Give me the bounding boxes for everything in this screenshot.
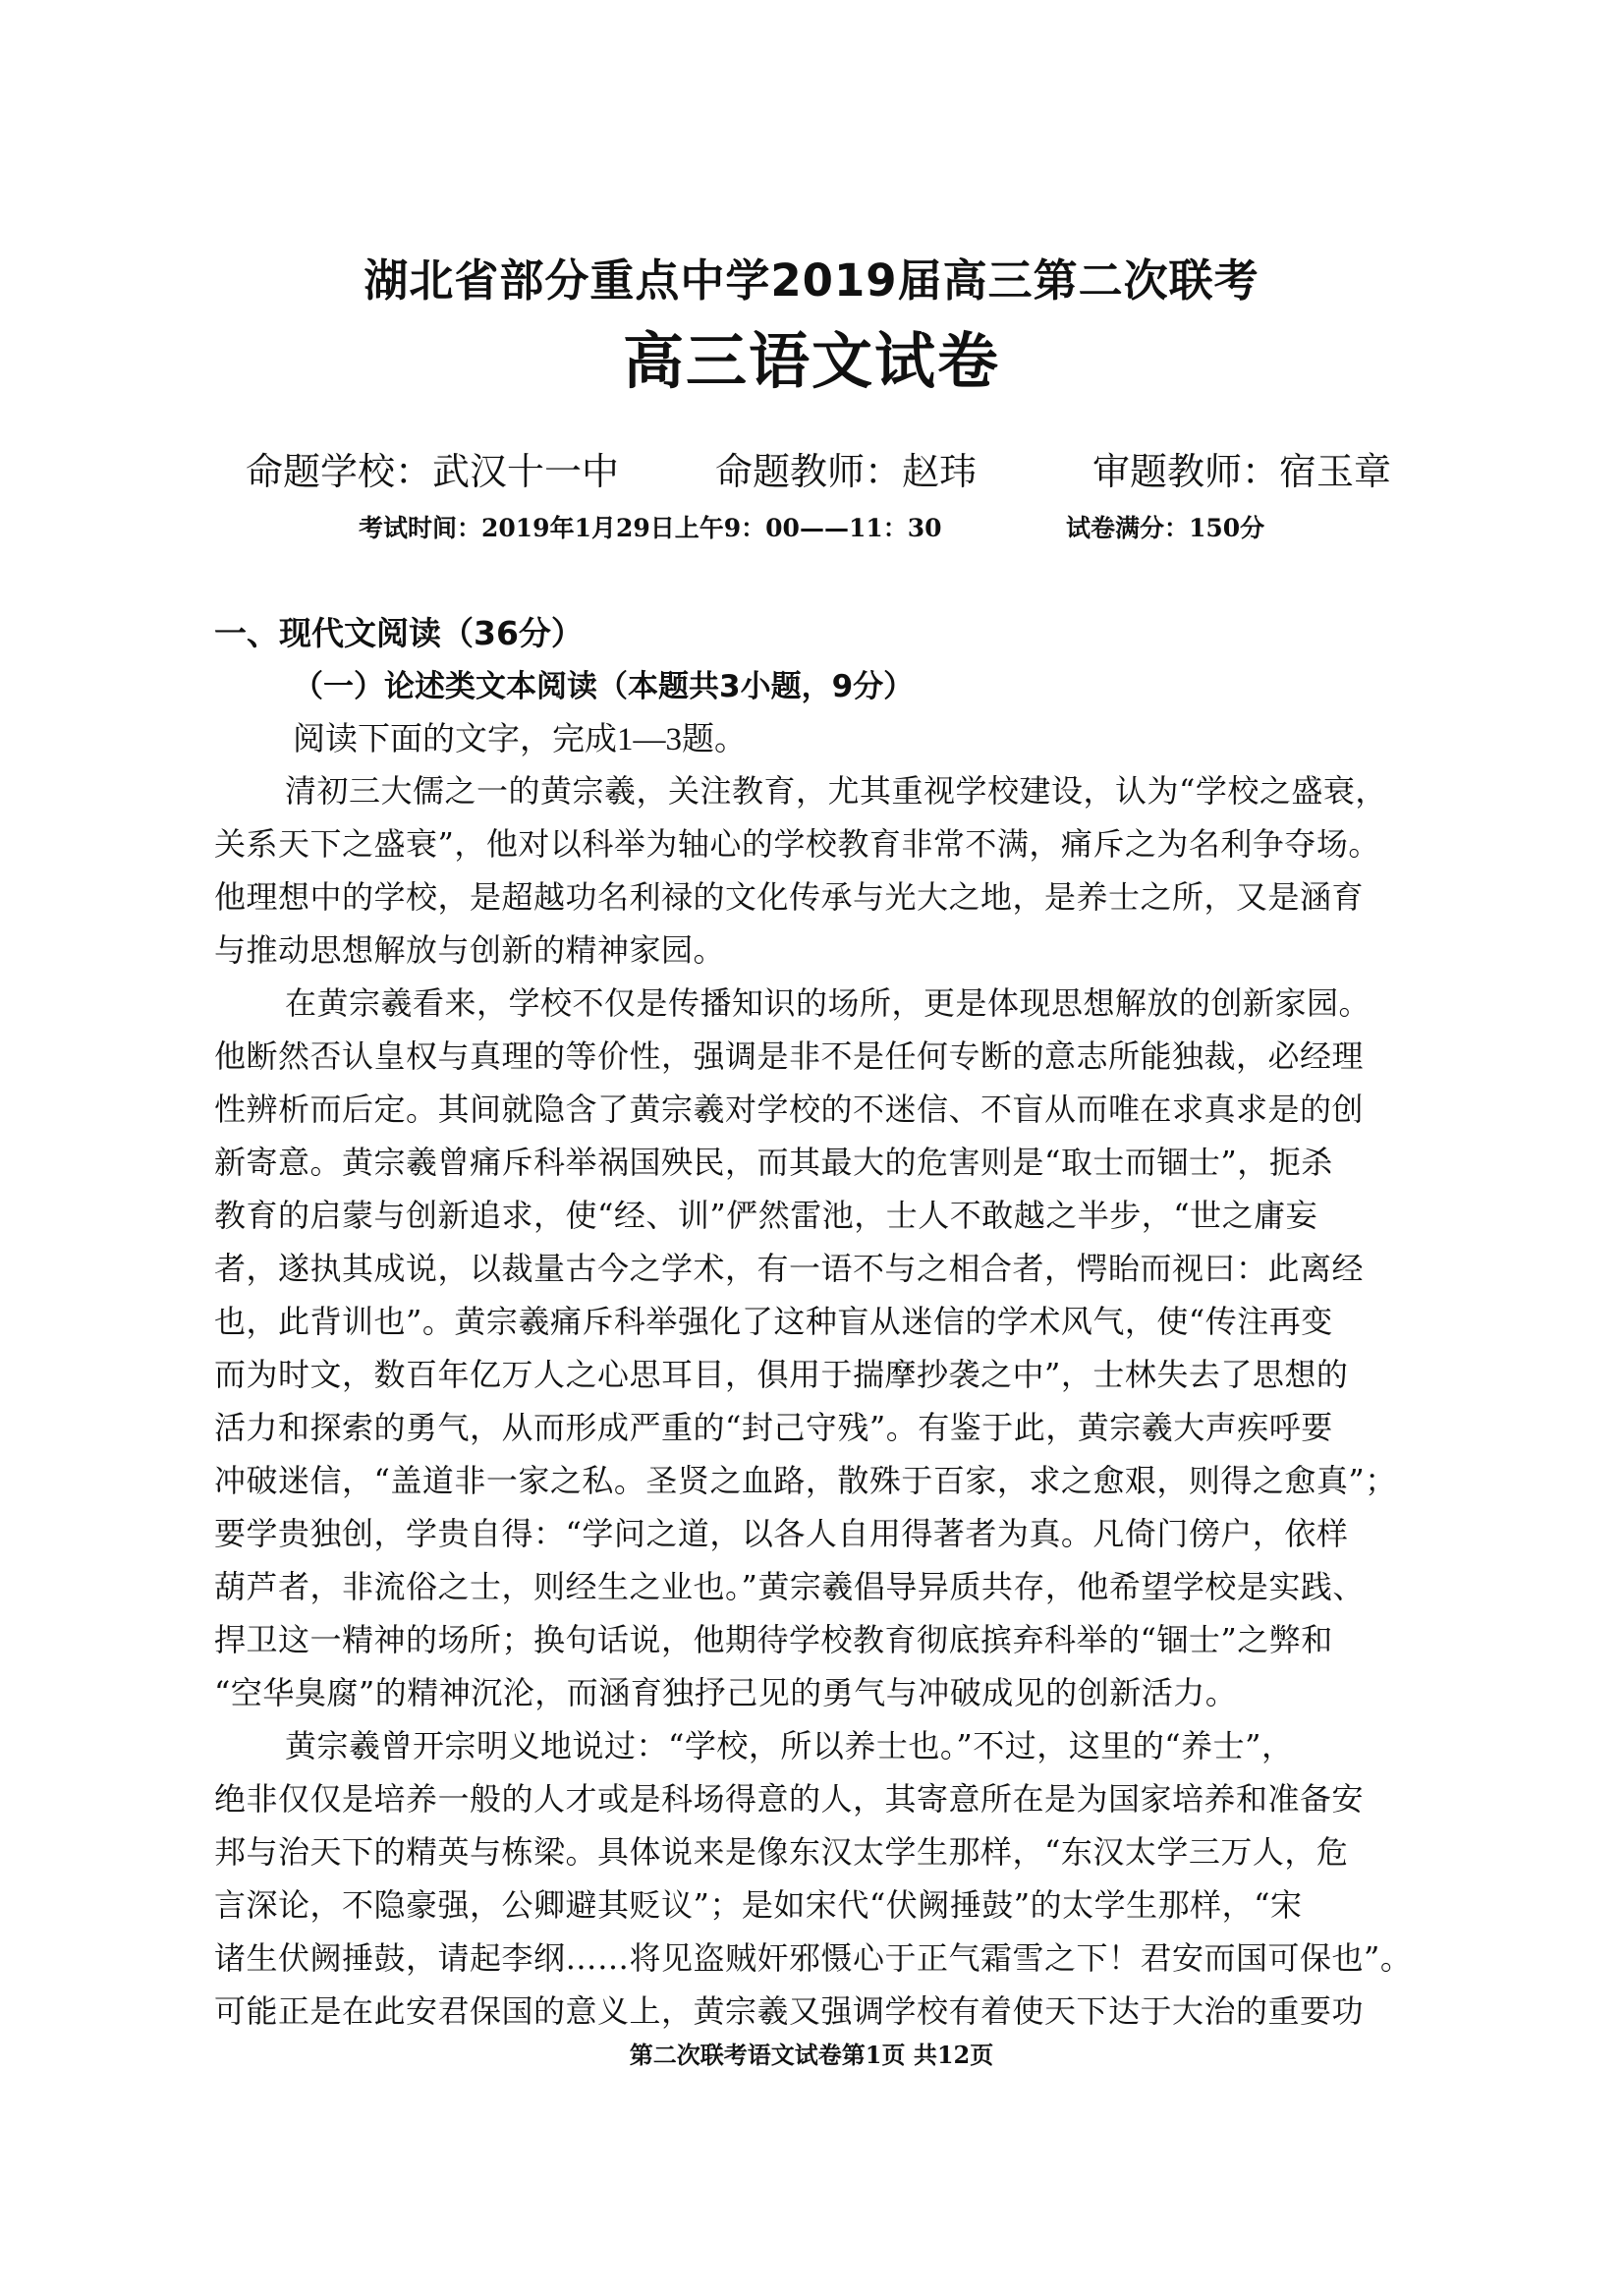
passage-line: 者，遂执其成说，以裁量古今之学术，有一语不与之相合者，愕眙而视曰：此离经 xyxy=(214,1250,1365,1287)
passage-line: “空华臭腐”的精神沉沦，而涵育独抒己见的勇气与冲破成见的创新活力。 xyxy=(214,1674,1238,1711)
passage-line: 可能正是在此安君保国的意义上，黄宗羲又强调学校有着使天下达于大治的重要功 xyxy=(214,1992,1365,2030)
full-score: 试卷满分：150分 xyxy=(1066,514,1265,542)
passage-line: 要学贵独创，学贵自得：“学问之道，以各人自用得著者为真。凡倚门傍户，依样 xyxy=(214,1515,1349,1552)
paper-title: 高三语文试卷 xyxy=(622,325,1000,397)
passage-line: 教育的启蒙与创新追求，使“经、训”俨然雷池，士人不敢越之半步，“世之庸妄 xyxy=(214,1197,1318,1234)
passage-line: 性辨析而后定。其间就隐含了黄宗羲对学校的不迷信、不盲从而唯在求真求是的创 xyxy=(214,1091,1365,1128)
passage-line: 新寄意。黄宗羲曾痛斥科举祸国殃民，而其最大的危害则是“取士而锢士”，扼杀 xyxy=(214,1144,1333,1181)
passage-line: 关系天下之盛衰”，他对以科举为轴心的学校教育非常不满，痛斥之为名利争夺场。 xyxy=(214,825,1380,863)
passage-line: 与推动思想解放与创新的精神家园。 xyxy=(214,931,726,969)
passage-line: 诸生伏阙捶鼓，请起李纲……将见盗贼奸邪慑心于正气霜雪之下！君安而国可保也”。 xyxy=(214,1939,1413,1977)
passage-line: 葫芦者，非流俗之士，则经生之业也。”黄宗羲倡导异质共存，他希望学校是实践、 xyxy=(214,1568,1365,1605)
passage-line: 他断然否认皇权与真理的等价性，强调是非不是任何专断的意志所能独裁，必经理 xyxy=(214,1037,1365,1075)
section-heading: 一、现代文阅读（36分） xyxy=(214,614,584,652)
passage-line: 言深论，不隐豪强，公卿避其贬议”；是如宋代“伏阙捶鼓”的太学生那样，“宋 xyxy=(214,1886,1303,1924)
reviewing-teacher: 审题教师：宿玉章 xyxy=(1092,450,1392,493)
passage-line: 捍卫这一精神的场所；换句话说，他期待学校教育彻底摈弃科举的“锢士”之弊和 xyxy=(214,1621,1333,1658)
exam-time: 考试时间：2019年1月29日上午9：00——11：30 xyxy=(359,514,942,542)
page-footer: 第二次联考语文试卷第1页 共12页 xyxy=(629,2041,994,2069)
passage-line: 绝非仅仅是培养一般的人才或是科场得意的人，其寄意所在是为国家培养和准备安 xyxy=(214,1780,1365,1818)
passage-line: 冲破迷信，“盖道非一家之私。圣贤之血路，散殊于百家，求之愈艰，则得之愈真”； xyxy=(214,1462,1397,1499)
passage-line: 黄宗羲曾开宗明义地说过：“学校，所以养士也。”不过，这里的“养士”， xyxy=(285,1727,1294,1764)
setting-school: 命题学校：武汉十一中 xyxy=(246,450,620,493)
passage-line: 活力和探索的勇气，从而形成严重的“封己守残”。有鉴于此，黄宗羲大声疾呼要 xyxy=(214,1409,1333,1446)
setting-teacher: 命题教师：赵玮 xyxy=(715,450,978,493)
passage-line: 他理想中的学校，是超越功名利禄的文化传承与光大之地，是养士之所，又是涵育 xyxy=(214,878,1365,916)
passage-line: 也，此背训也”。黄宗羲痛斥科举强化了这种盲从迷信的学术风气，使“传注再变 xyxy=(214,1303,1333,1340)
reading-instruction: 阅读下面的文字，完成1—3题。 xyxy=(293,722,747,757)
exam-title: 湖北省部分重点中学2019届高三第二次联考 xyxy=(364,254,1259,307)
passage-line: 邦与治天下的精英与栋梁。具体说来是像东汉太学生那样，“东汉太学三万人，危 xyxy=(214,1833,1349,1871)
passage-line: 在黄宗羲看来，学校不仅是传播知识的场所，更是体现思想解放的创新家园。 xyxy=(285,984,1371,1022)
subsection-heading: （一）论述类文本阅读（本题共3小题，9分） xyxy=(293,669,915,704)
passage-line: 清初三大儒之一的黄宗羲，关注教育，尤其重视学校建设，认为“学校之盛衰， xyxy=(285,772,1387,810)
passage-line: 而为时文，数百年亿万人之心思耳目，俱用于揣摩抄袭之中”，士林失去了思想的 xyxy=(214,1356,1349,1393)
